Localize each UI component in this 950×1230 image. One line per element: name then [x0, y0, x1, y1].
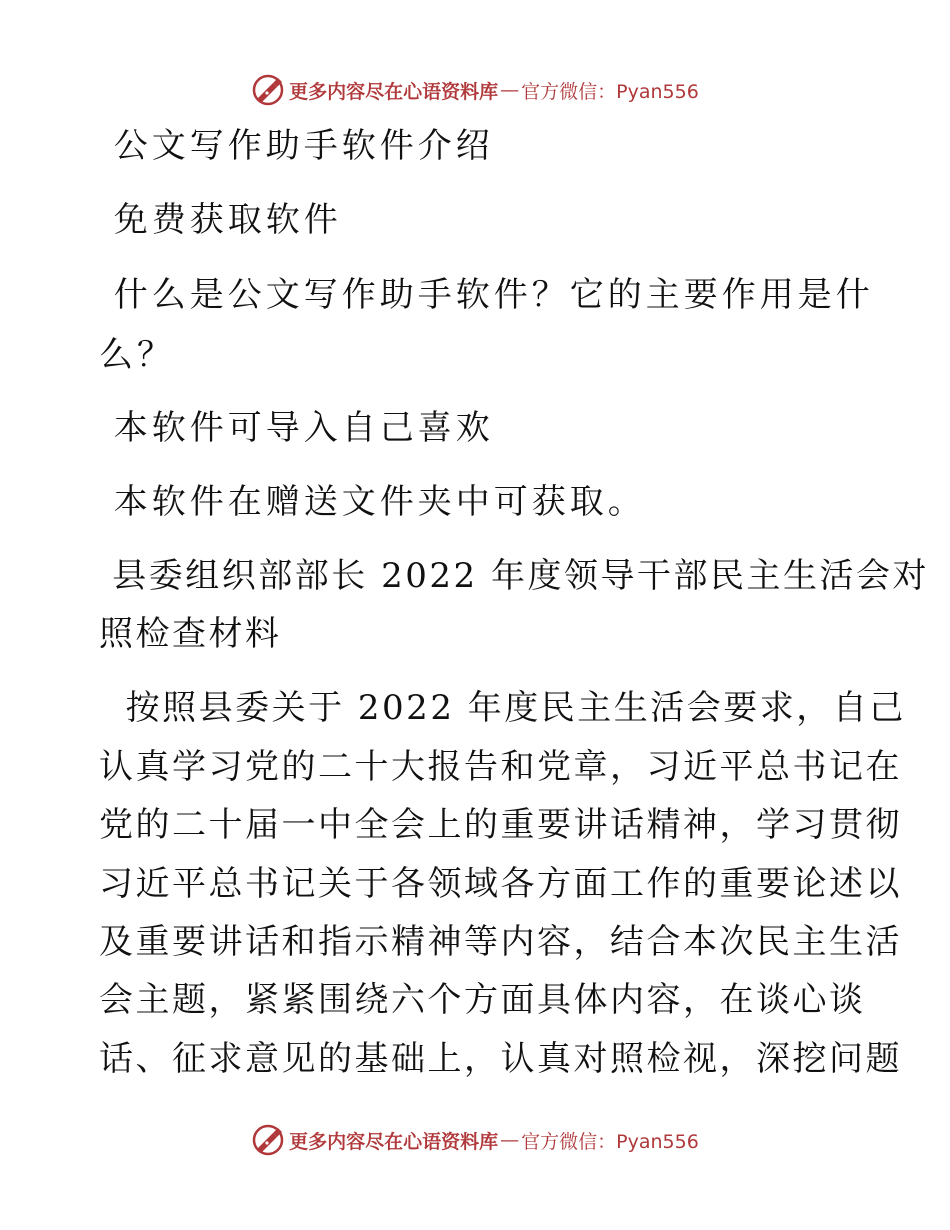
body-line-6: 会主题，紧紧围绕六个方面具体内容，在谈心谈 [99, 980, 866, 1020]
body-line-1: 按照县委关于 2022 年度民主生活会要求，自己 [99, 688, 906, 728]
header-banner [0, 70, 950, 110]
body-line-7: 话、征求意见的基础上，认真对照检视，深挖问题 [99, 1039, 902, 1079]
banner-wechat-text: 官方微信：Pyan556 [521, 1130, 699, 1153]
intro-line-2: 免费获取软件 [99, 200, 342, 240]
body-line-5: 及重要讲话和指示精神等内容，结合本次民主生活 [99, 922, 902, 962]
pen-logo-icon [251, 1123, 285, 1157]
body-line-3: 党的二十届一中全会上的重要讲话精神，学习贯彻 [99, 805, 902, 845]
intro-line-3: 什么是公文写作助手软件？它的主要作用是什 [99, 275, 874, 315]
body-line-4: 习近平总书记关于各领域各方面工作的重要论述以 [99, 864, 902, 904]
intro-line-5: 本软件可导入自己喜欢 [99, 408, 494, 448]
intro-line-4: 么？ [99, 335, 175, 375]
intro-line-1: 公文写作助手软件介绍 [99, 126, 494, 166]
banner-wechat-text: 官方微信：Pyan556 [521, 80, 699, 103]
banner-main-text: 更多内容尽在心语资料库 [289, 80, 499, 103]
banner-main-text: 更多内容尽在心语资料库 [289, 1130, 499, 1153]
title-line-1: 县委组织部部长 2022 年度领导干部民主生活会对 [99, 556, 929, 596]
banner-dash: — [500, 1129, 520, 1151]
footer-banner [0, 1120, 950, 1160]
banner-dash: — [500, 79, 520, 101]
body-line-2: 认真学习党的二十大报告和党章，习近平总书记在 [99, 747, 902, 787]
title-line-2: 照检查材料 [99, 614, 282, 654]
pen-logo-icon [251, 73, 285, 107]
intro-line-6: 本软件在赠送文件夹中可获取。 [99, 482, 646, 522]
